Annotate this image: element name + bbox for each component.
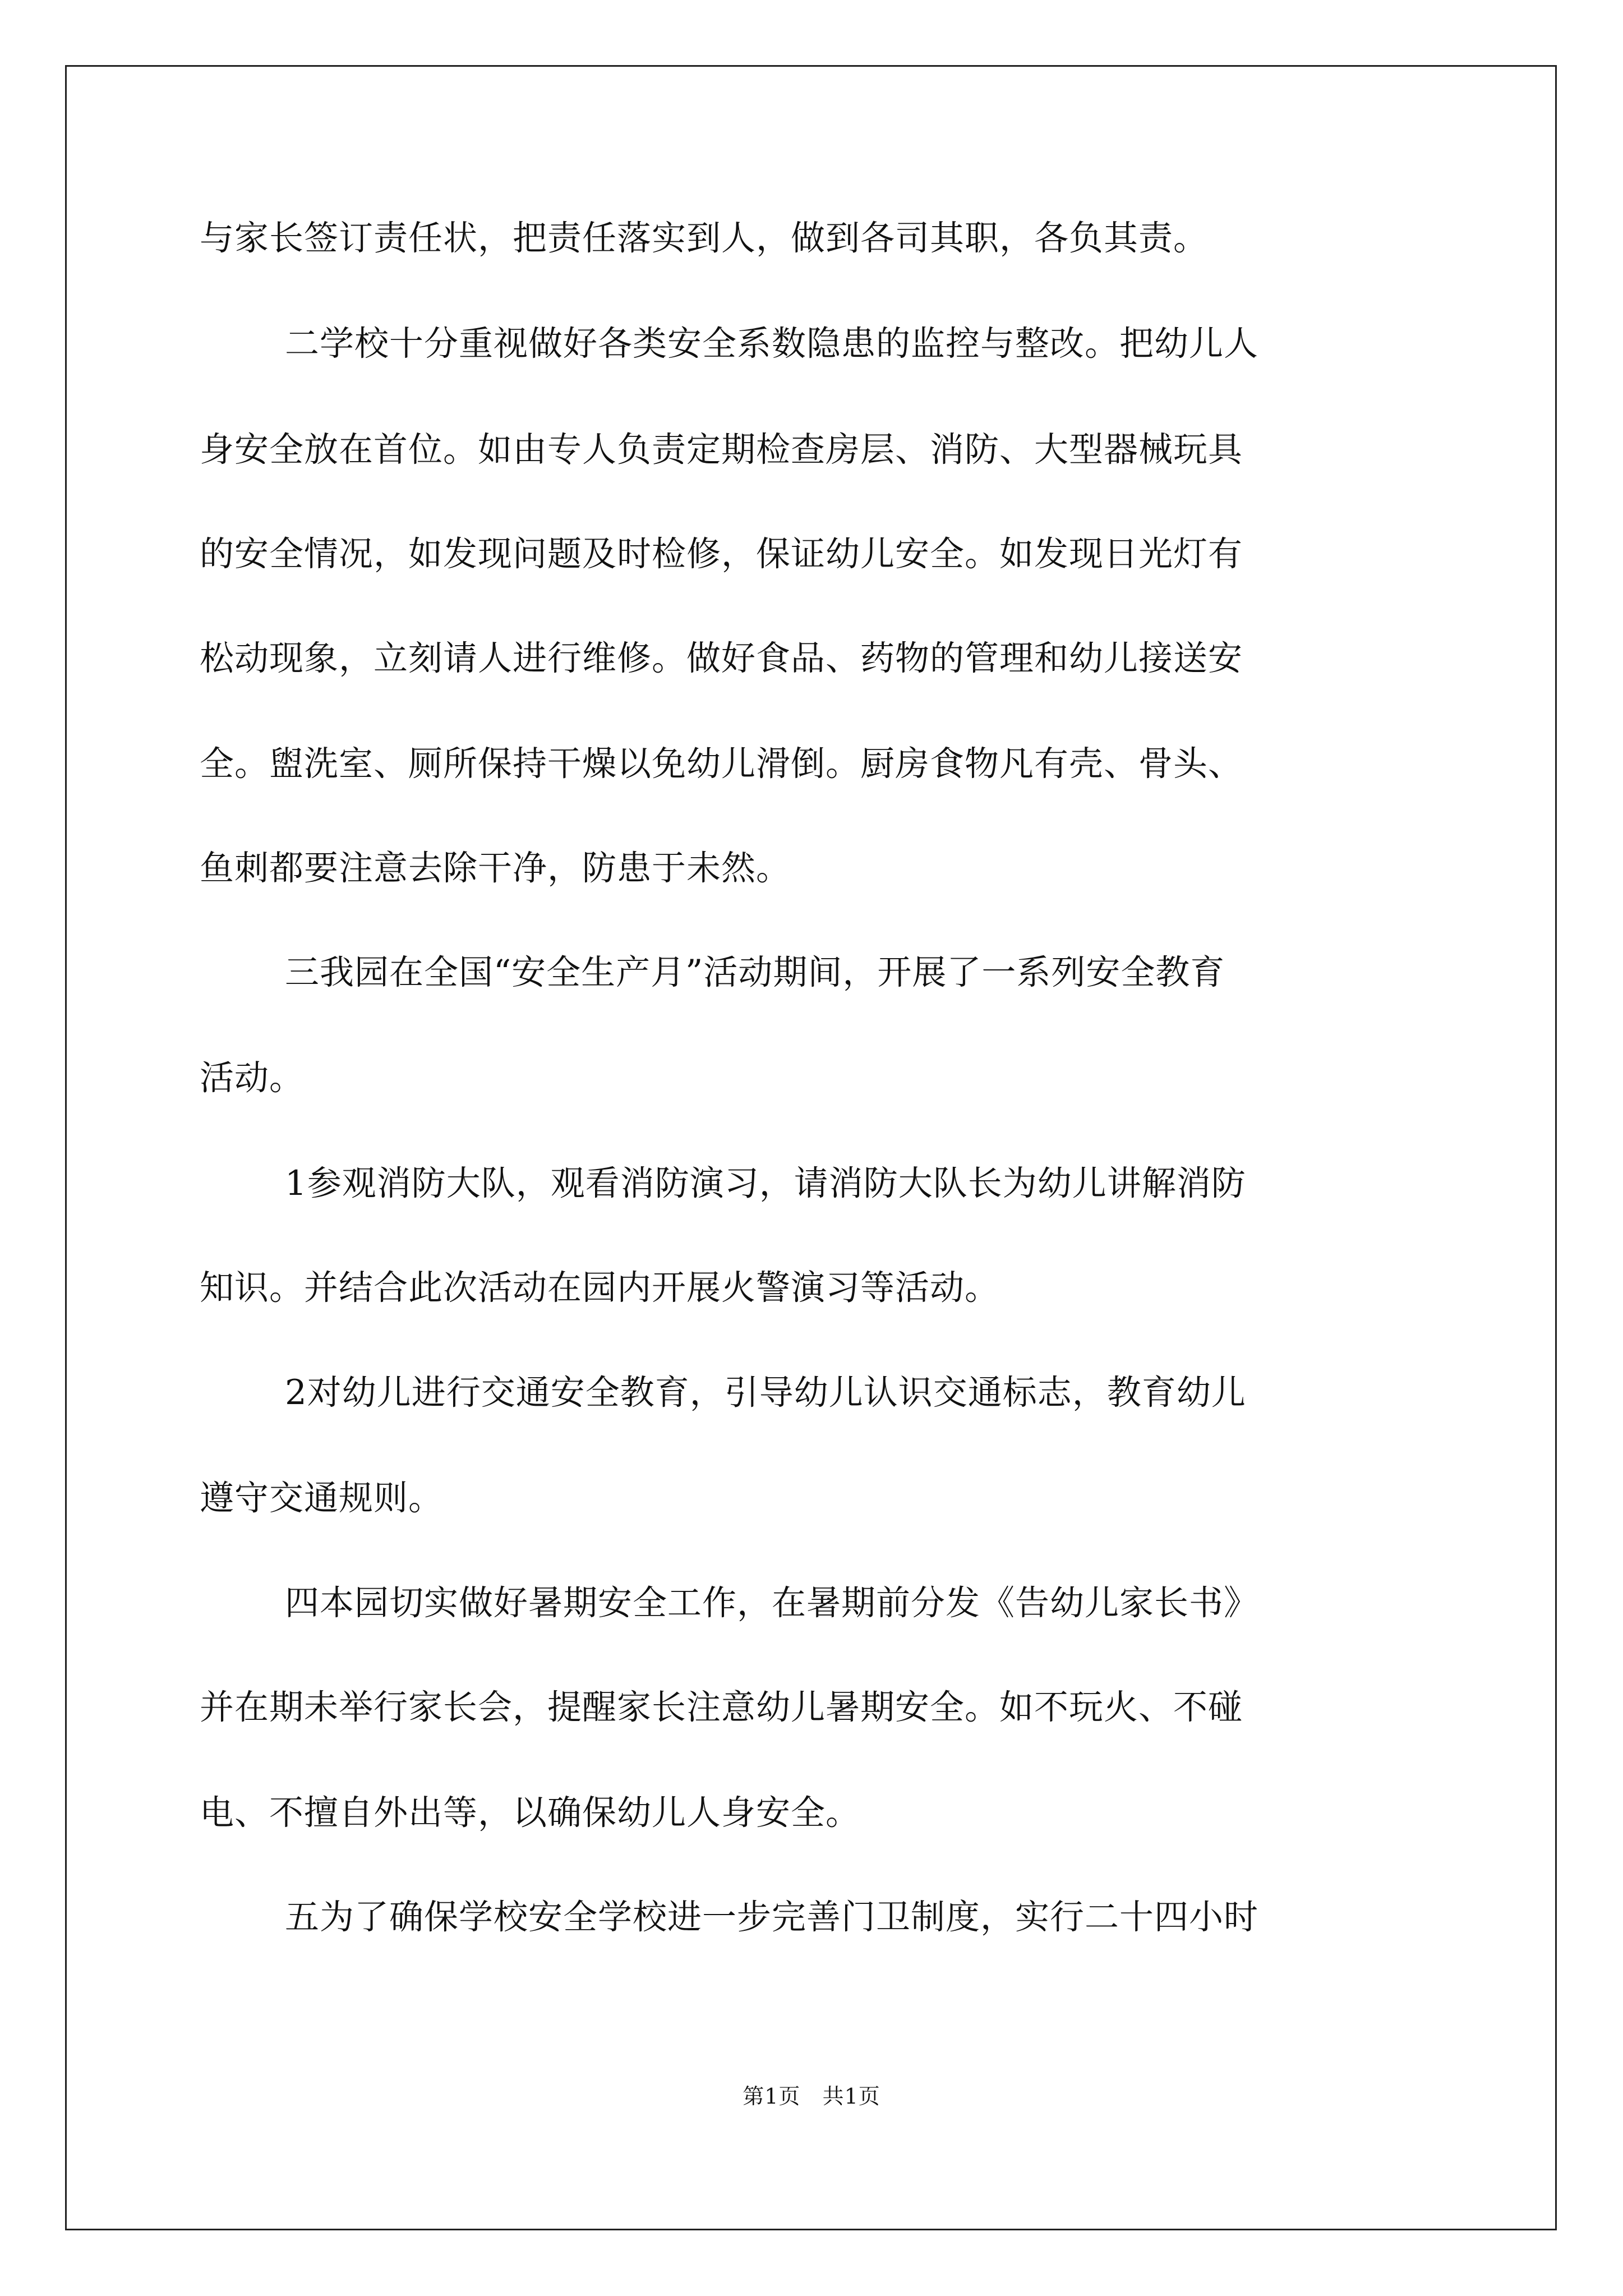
text-line: 松动现象，立刻请人进行维修。做好食品、药物的管理和幼儿接送安 [200,638,1243,678]
text-line: 电、不擅自外出等，以确保幼儿人身安全。 [200,1793,861,1833]
text-line: 遵守交通规则。 [200,1478,444,1518]
text-line: 活动。 [200,1058,305,1098]
paragraph-first-line: 二学校十分重视做好各类安全系数隐患的监控与整改。把幼儿人 [285,324,1259,364]
paragraph-first-line: 1参观消防大队，观看消防演习，请消防大队长为幼儿讲解消防 [285,1163,1246,1203]
text-line: 身安全放在首位。如由专人负责定期检查房层、消防、大型器械玩具 [200,430,1243,470]
paragraph-first-line: 五为了确保学校安全学校进一步完善门卫制度，实行二十四小时 [285,1897,1259,1937]
paragraph-first-line: 2对幼儿进行交通安全教育，引导幼儿认识交通标志，教育幼儿 [285,1373,1246,1412]
text-line: 并在期未举行家长会，提醒家长注意幼儿暑期安全。如不玩火、不碰 [200,1687,1243,1727]
page-footer: 第1页 共1页 [743,2084,880,2109]
text-line: 知识。并结合此次活动在园内开展火警演习等活动。 [200,1268,1000,1308]
paragraph-first-line: 四本园切实做好暑期安全工作，在暑期前分发《告幼儿家长书》 [285,1583,1259,1623]
text-line: 鱼刺都要注意去除干净，防患于未然。 [200,848,791,888]
text-line: 与家长签订责任状，把责任落实到人，做到各司其职，各负其责。 [200,218,1209,258]
text-line: 的安全情况，如发现问题及时检修，保证幼儿安全。如发现日光灯有 [200,534,1243,574]
text-line: 全。盥洗室、厕所保持干燥以免幼儿滑倒。厨房食物凡有壳、骨头、 [200,744,1243,784]
paragraph-first-line: 三我园在全国“安全生产月”活动期间，开展了一系列安全教育 [285,953,1225,992]
